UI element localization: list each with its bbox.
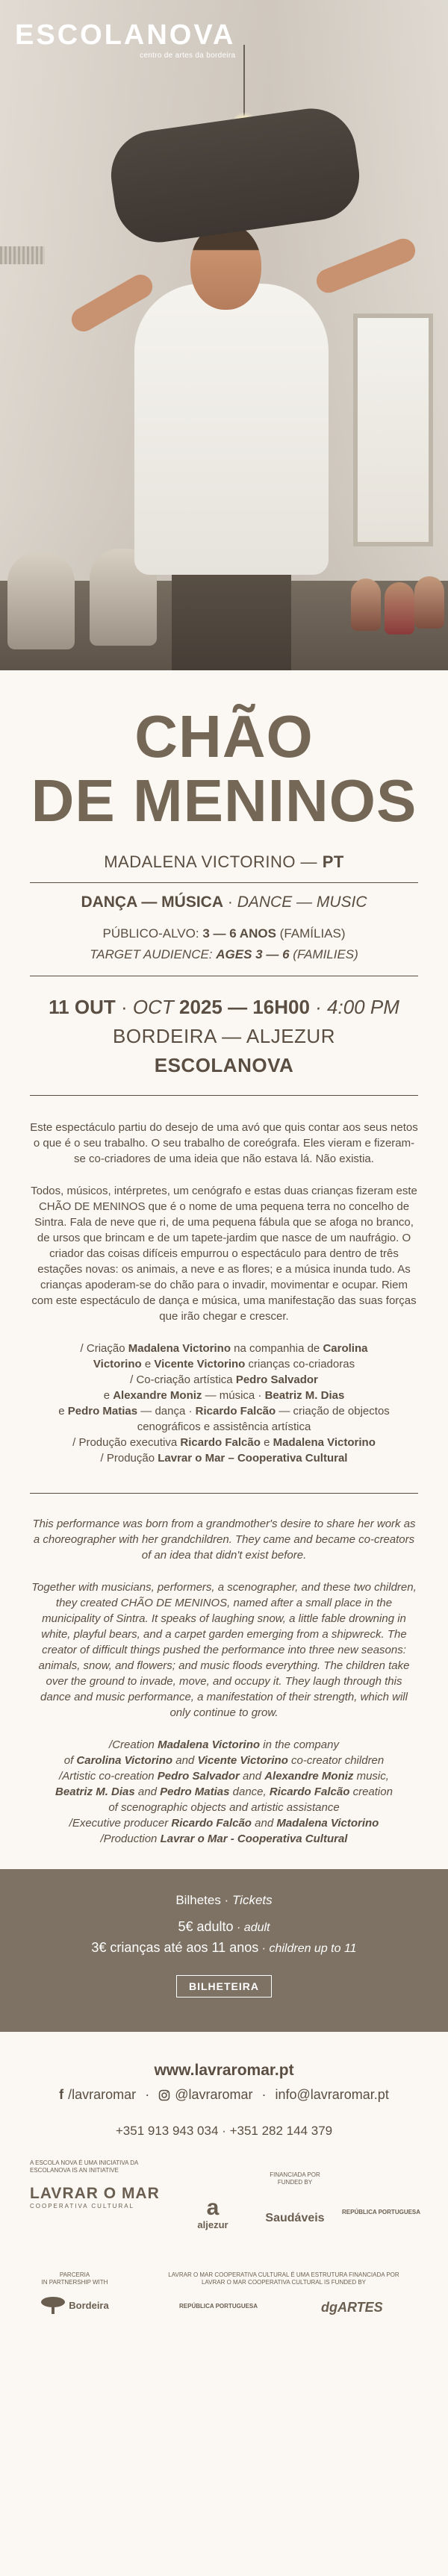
credit-line: Victorino e Vicente Victorino crianças co-criadoras bbox=[93, 1358, 355, 1370]
genre-dance: DANÇA — bbox=[81, 894, 158, 911]
aljezur-label: aljezur bbox=[197, 2219, 228, 2230]
republica-logo-1 bbox=[342, 2209, 424, 2216]
sponsors-section bbox=[30, 2159, 421, 2361]
tree-icon bbox=[40, 2295, 66, 2315]
dancer-shirt bbox=[134, 284, 329, 575]
divider bbox=[30, 1095, 418, 1096]
credit-line: / Criação Madalena Victorino na companhia de Carolina bbox=[80, 1342, 368, 1355]
audience-en bbox=[30, 947, 418, 962]
structure-label-en: LAVRAR O MAR COOPERATIVA CULTURAL IS FUNDED BY bbox=[201, 2279, 367, 2286]
phone-1[interactable]: +351 913 943 034 bbox=[115, 2124, 219, 2138]
phone-numbers bbox=[0, 2124, 448, 2139]
credit-line: / Produção Lavrar o Mar – Cooperativa Cultural bbox=[100, 1452, 348, 1465]
time-en: · 4:00 PM bbox=[315, 996, 399, 1018]
ticket-prices bbox=[0, 1917, 448, 1959]
adult-price: 5€ adulto · adult bbox=[178, 1919, 270, 1934]
credit-line: cenográficos e assistência artística bbox=[137, 1420, 311, 1433]
date-year-time: 2025 — 16H00 bbox=[179, 996, 310, 1018]
credit-line: of scenographic objects and artistic assistance bbox=[108, 1801, 340, 1814]
venue-location: BORDEIRA — ALJEZUR bbox=[113, 1025, 335, 1047]
credit-line: /Production Lavrar o Mar - Cooperativa Cultural bbox=[100, 1833, 348, 1845]
hero-photo bbox=[0, 0, 448, 670]
child-figure bbox=[385, 582, 414, 634]
dancer-head bbox=[190, 224, 261, 310]
credits-pt bbox=[30, 1341, 418, 1466]
dancer-legs bbox=[172, 560, 291, 670]
partner-label-pt: PARCERIA bbox=[59, 2271, 90, 2278]
structure-label-pt: LAVRAR O MAR COOPERATIVA CULTURAL É UMA ESTRUTURA FINANCIADA POR bbox=[168, 2271, 399, 2278]
funded-label-en: FUNDED BY bbox=[277, 2179, 313, 2186]
dgartes-label: dgARTES bbox=[321, 2300, 383, 2315]
child-price: 3€ crianças até aos 11 anos · children up to 11 bbox=[91, 1940, 357, 1955]
audience-pt-label: PÚBLICO-ALVO: bbox=[102, 926, 199, 941]
audience-pt bbox=[30, 926, 418, 941]
audience-en-extra: (FAMILIES) bbox=[293, 947, 358, 961]
republica-logo-2 bbox=[179, 2303, 269, 2310]
date-line bbox=[30, 996, 418, 1019]
republica-label: REPÚBLICA PORTUGUESA bbox=[179, 2303, 258, 2310]
description-en-p2: Together with musicians, performers, a scenographer, and these two children, they created CHÃO DE MENINOS, named after a small place in the municipality of Sintra. It speaks of laughing snow, a little fable drowning in white, playful bears, and a carpet garden emerging from a shipwreck. The creator of difficult things pushed the performance into three new seasons: animals, snow, and flowers; and music floods everything. The children take over the ground to invade, move, and occupy it. They laugh through this dance and music performance, a manifestation of their strength, which will only continue to grow. bbox=[31, 1581, 417, 1719]
description-en bbox=[30, 1516, 418, 1847]
initiative-label-en: ESCOLANOVA IS AN INITIATIVE bbox=[30, 2167, 119, 2174]
credit-line: of Carolina Victorino and Vicente Victorino co-creator children bbox=[63, 1754, 385, 1767]
credit-line: e Alexandre Moniz — música · Beatriz M. Dias bbox=[103, 1389, 345, 1402]
initiative-block bbox=[30, 2159, 179, 2210]
credit-line: / Co-criação artística Pedro Salvador bbox=[130, 1373, 318, 1386]
saudaveis-logo bbox=[254, 2212, 336, 2225]
musician-figure bbox=[7, 552, 75, 649]
facebook-link[interactable]: /lavraromar bbox=[68, 2087, 137, 2102]
credit-line: Beatriz M. Dias and Pedro Matias dance, Ricardo Falcão creation bbox=[55, 1786, 393, 1798]
audience-en-label: TARGET AUDIENCE: bbox=[90, 947, 213, 961]
credit-line: /Artistic co-creation Pedro Salvador and Alexandre Moniz music, bbox=[59, 1770, 389, 1783]
instagram-link[interactable]: @lavraromar bbox=[175, 2087, 253, 2102]
logo-name: ESCOLANOVA bbox=[15, 19, 236, 51]
lamp-cord bbox=[243, 45, 245, 116]
website-link[interactable]: www.lavraromar.pt bbox=[154, 2062, 294, 2079]
description-pt-p2: Todos, músicos, intérpretes, um cenógrafo e estas duas crianças fizeram este CHÃO DE MENINOS que é o nome de uma pequena terra no concelho de Sintra. Fala de neve que ri, de uma pequena fábula que se afoga no branco, de ursos que brincam e de um tapete-jardim que nasce de um naufrágio. O criador das coisas difíceis empurrou o espectáculo para dentro de três estações novas: os animais, a neve e as flores; e a música inunda tudo. As crianças apoderam-se do chão para o invadir, movimentar e ocupar. Riem com este espectáculo de dança e música, uma manifestação das suas forças que irão chegar e crescer. bbox=[31, 1185, 417, 1323]
description-en-p1: This performance was born from a grandmother's desire to share her work as a choreographer with her grandchildren. They came and became co-creators of an idea that didn't exist before. bbox=[32, 1518, 416, 1562]
bordeira-logo bbox=[30, 2295, 119, 2315]
description-pt-p1: Este espectáculo partiu do desejo de uma avó que quis contar aos seus netos o que é o seu trabalho. O seu trabalho de coreógrafa. Eles vieram e fizeram-se co-criadores de uma ideia que não estava lá. Não existia. bbox=[30, 1121, 418, 1165]
bordeira-label: Bordeira bbox=[69, 2299, 109, 2311]
tickets-label: Bilhetes · Tickets bbox=[175, 1893, 273, 1907]
description-pt bbox=[30, 1120, 418, 1466]
venue-name: ESCOLANOVA bbox=[154, 1054, 294, 1076]
republica-label: REPÚBLICA PORTUGUESA bbox=[342, 2209, 421, 2215]
facebook-icon: f bbox=[59, 2087, 64, 2102]
saudaveis-label: Saudáveis bbox=[265, 2212, 325, 2224]
credit-line: /Creation Madalena Victorino in the company bbox=[109, 1738, 339, 1751]
tickets-section bbox=[0, 1869, 448, 2032]
structure-block bbox=[149, 2271, 418, 2286]
divider bbox=[30, 882, 418, 883]
genre-line bbox=[30, 894, 418, 911]
event-content bbox=[0, 705, 448, 1847]
show-title-line1: CHÃO bbox=[134, 703, 314, 770]
genre-music: MÚSICA bbox=[161, 894, 224, 911]
escolanova-logo[interactable] bbox=[15, 21, 235, 60]
author-name: MADALENA VICTORINO — bbox=[104, 852, 318, 871]
date-pt: 11 OUT bbox=[49, 996, 116, 1018]
social-links bbox=[0, 2087, 448, 2103]
box-office-button[interactable]: BILHETEIRA bbox=[176, 1975, 272, 1998]
partner-label-en: IN PARTNERSHIP WITH bbox=[41, 2279, 108, 2286]
credits-en bbox=[30, 1737, 418, 1847]
dgartes-logo bbox=[321, 2300, 396, 2315]
genre-english: DANCE — MUSIC bbox=[237, 894, 367, 911]
hero-window bbox=[353, 314, 433, 546]
instagram-icon bbox=[158, 2089, 170, 2101]
date-en: OCT bbox=[132, 996, 174, 1018]
partner-block bbox=[30, 2271, 119, 2315]
audience-pt-extra: (FAMÍLIAS) bbox=[279, 926, 346, 941]
separator: · bbox=[145, 2087, 150, 2102]
separator: · bbox=[261, 2087, 267, 2102]
audience-en-ages: AGES 3 — 6 bbox=[216, 947, 290, 961]
initiative-label-pt: A ESCOLA NOVA É UMA INICIATIVA DA bbox=[30, 2159, 139, 2166]
audience-pt-ages: 3 — 6 ANOS bbox=[202, 926, 276, 941]
author-country: PT bbox=[322, 852, 344, 871]
credit-line: /Executive producer Ricardo Falcão and Madalena Victorino bbox=[69, 1817, 379, 1830]
separator: · bbox=[222, 2124, 226, 2138]
phone-2[interactable]: +351 282 144 379 bbox=[229, 2124, 333, 2138]
child-figure bbox=[414, 576, 444, 629]
lavrar-o-mar-sub: COOPERATIVA CULTURAL bbox=[30, 2203, 135, 2209]
funded-label-pt: FINANCIADA POR bbox=[270, 2171, 320, 2178]
lavrar-o-mar-logo: LAVRAR O MAR bbox=[30, 2185, 160, 2202]
child-figure bbox=[351, 578, 381, 631]
aljezur-logo bbox=[179, 2197, 246, 2230]
show-title bbox=[30, 705, 418, 833]
genre-separator: · bbox=[227, 894, 233, 911]
contact-section bbox=[0, 2032, 448, 2139]
aljezur-mark-icon: a bbox=[206, 2195, 220, 2220]
divider bbox=[30, 1493, 418, 1494]
author-line bbox=[30, 852, 418, 872]
date-separator: · bbox=[120, 996, 128, 1018]
wall-vent bbox=[0, 246, 45, 264]
funded-block bbox=[246, 2171, 343, 2186]
logo-tagline: centro de artes da bordeira bbox=[140, 52, 236, 60]
credit-line: / Produção executiva Ricardo Falcão e Madalena Victorino bbox=[72, 1436, 376, 1449]
credit-line: e Pedro Matias — dança · Ricardo Falcão — criação de objectos bbox=[58, 1405, 390, 1418]
email-link[interactable]: info@lavraromar.pt bbox=[275, 2087, 389, 2102]
show-title-line2: DE MENINOS bbox=[31, 767, 417, 834]
